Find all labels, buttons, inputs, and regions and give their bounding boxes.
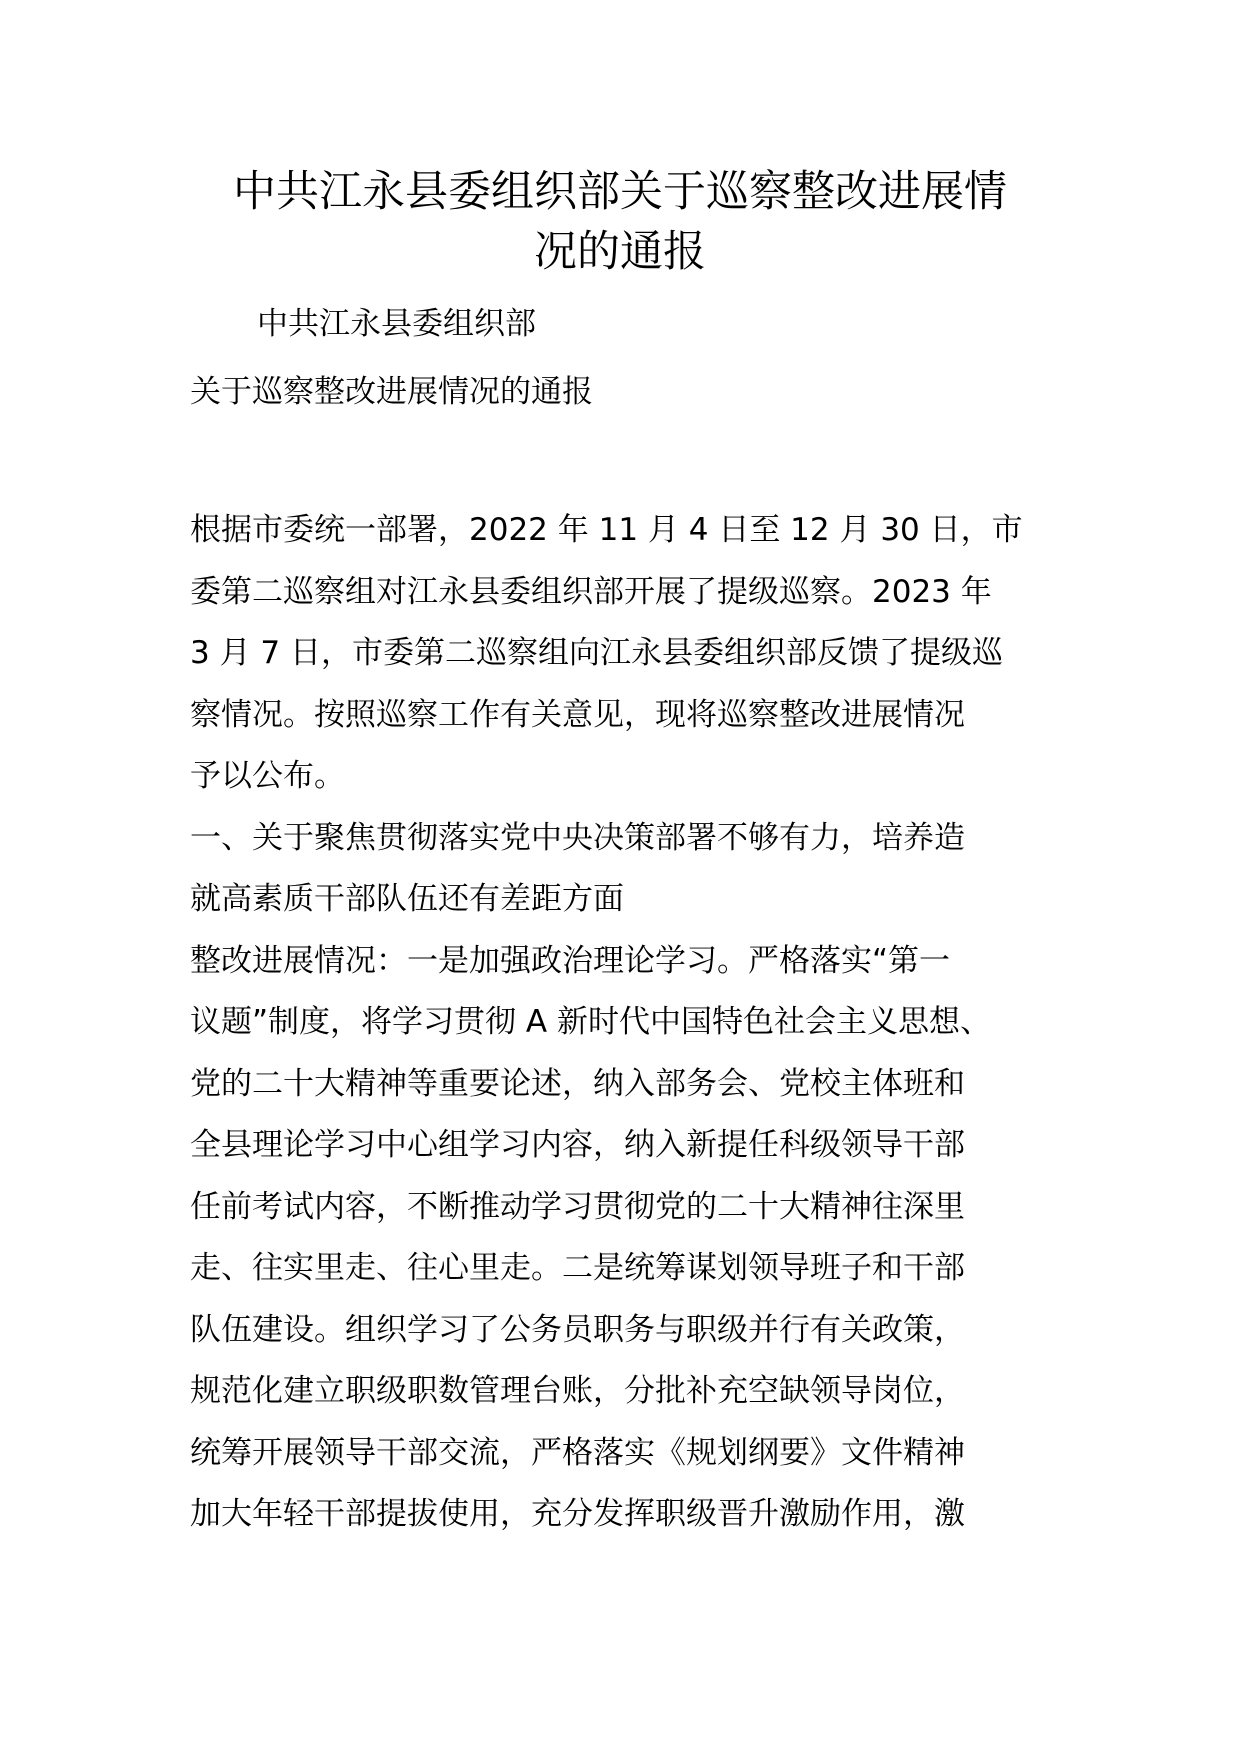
body-line: 整改进展情况：一是加强政治理论学习。严格落实“第一 [190, 942, 951, 979]
body-line: 走、往实里走、往心里走。二是统筹谋划领导班子和干部 [190, 1250, 965, 1286]
body-line: 统筹开展领导干部交流，严格落实《规划纲要》文件精神 [190, 1434, 965, 1471]
body-line: 规范化建立职级职数管理台账，分批补充空缺领导岗位， [190, 1373, 965, 1409]
body-line: 根据市委统一部署，2022 年 11 月 4 日至 12 月 30 日，市 [190, 512, 1023, 548]
section-heading-line: 一、关于聚焦贯彻落实党中央决策部署不够有力，培养造 [190, 819, 965, 856]
body-line: 队伍建设。组织学习了公务员职务与职级并行有关政策， [190, 1311, 965, 1348]
body-line: 察情况。按照巡察工作有关意见，现将巡察整改进展情况 [190, 696, 965, 733]
body-line: 加大年轻干部提拔使用，充分发挥职级晋升激励作用，激 [190, 1496, 965, 1532]
body-line: 党的二十大精神等重要论述，纳入部务会、党校主体班和 [190, 1065, 965, 1102]
title-line-1: 中共江永县委组织部关于巡察整改进展情 [233, 167, 1007, 217]
body-line: 委第二巡察组对江永县委组织部开展了提级巡察。2023 年 [190, 573, 992, 610]
body-line: 任前考试内容，不断推动学习贯彻党的二十大精神往深里 [190, 1188, 965, 1225]
title-line-2: 况的通报 [534, 227, 706, 277]
section-heading-line: 就高素质干部队伍还有差距方面 [190, 881, 624, 917]
document-body [190, 500, 1070, 1546]
body-line: 3 月 7 日，市委第二巡察组向江永县委组织部反馈了提级巡 [190, 635, 1004, 671]
document-subtitle: 关于巡察整改进展情况的通报 [190, 374, 593, 410]
body-line: 全县理论学习中心组学习内容，纳入新提任科级领导干部 [190, 1127, 965, 1163]
body-line: 议题”制度，将学习贯彻 A 新时代中国特色社会主义思想、 [190, 1004, 991, 1040]
body-line: 予以公布。 [190, 758, 345, 794]
document-title [180, 162, 1060, 282]
issuing-organization: 中共江永县委组织部 [257, 306, 536, 342]
